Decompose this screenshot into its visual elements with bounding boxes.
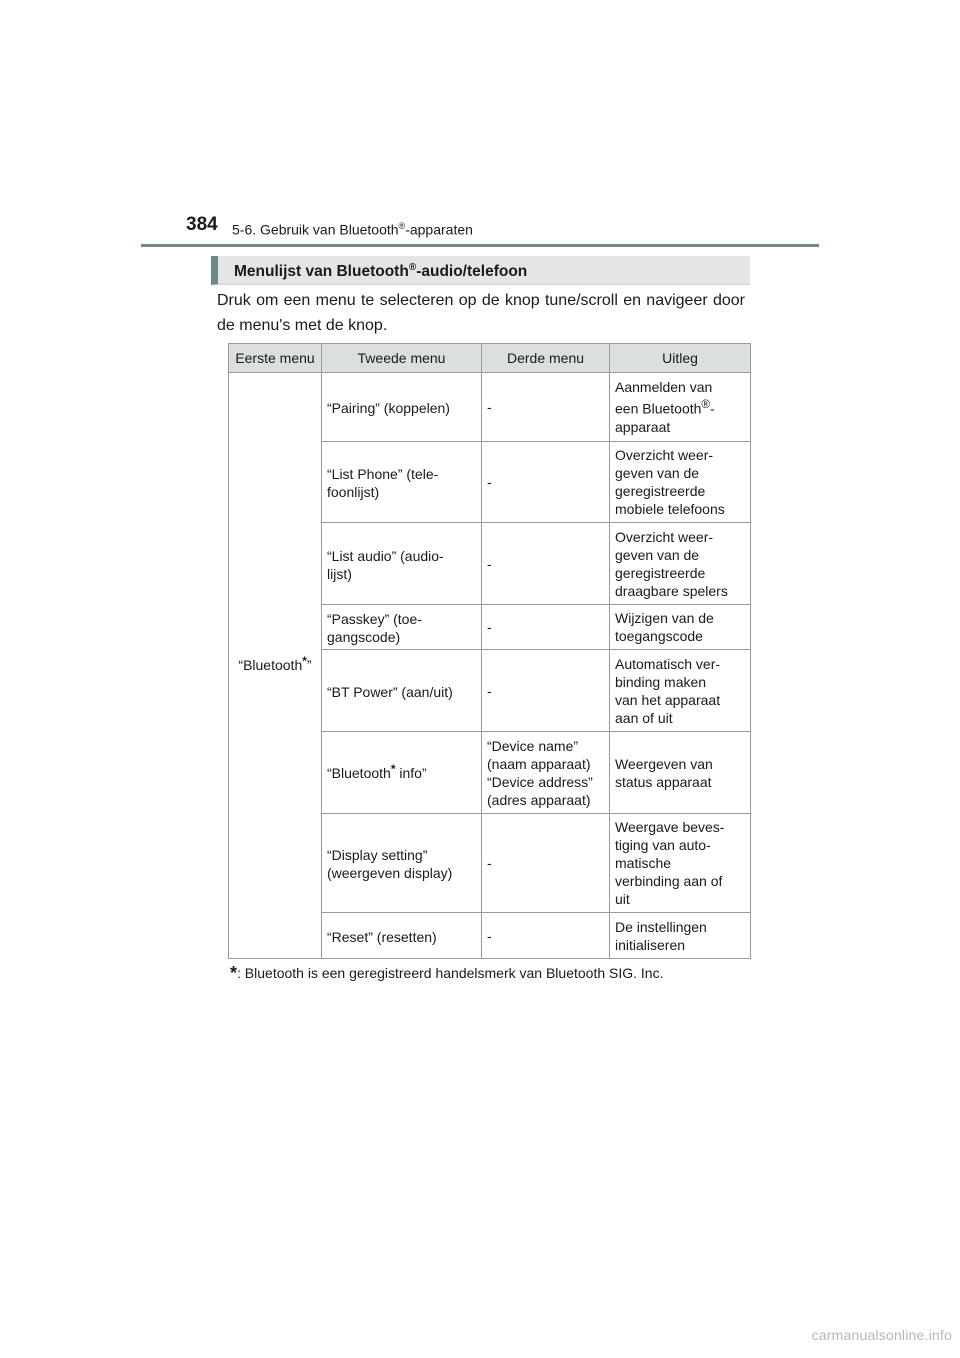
third-menu-text: - (487, 474, 492, 490)
registered-mark: ® (398, 221, 406, 231)
third-menu-cell (482, 913, 610, 959)
explanation-prefix: Aanmelden van een Bluetooth (615, 379, 713, 417)
explanation-text: Overzicht weer- geven van de geregistreerde draagbare spelers (615, 528, 728, 599)
section-heading-text (234, 262, 527, 281)
second-menu-cell (322, 913, 482, 959)
column-header: Eerste menu (229, 344, 322, 373)
column-header: Tweede menu (322, 344, 482, 373)
menu-table (228, 343, 751, 959)
section-label-prefix: 5-6. Gebruik van Bluetooth (232, 221, 399, 238)
table-header-row (229, 344, 751, 373)
asterisk-mark: * (302, 654, 307, 668)
explanation-text (615, 378, 745, 436)
heading-prefix: Menulijst van Bluetooth (234, 263, 409, 281)
section-label-suffix: -apparaten (405, 221, 473, 238)
explanation-text: Wijzigen van de toegangscode (615, 610, 714, 644)
third-menu-cell (482, 442, 610, 523)
explanation-cell (610, 814, 751, 913)
explanation-registered-mark: ® (701, 398, 710, 412)
explanation-text: Overzicht weer- geven van de geregistreerde mobiele telefoons (615, 447, 725, 517)
asterisk-mark: * (390, 762, 396, 776)
second-menu-prefix: “Bluetooth (327, 765, 391, 781)
explanation-cell (610, 913, 751, 959)
table-row (229, 373, 751, 442)
third-menu-text: - (487, 855, 492, 871)
second-menu-cell (322, 442, 482, 523)
second-menu-cell (322, 373, 482, 442)
footnote (230, 962, 663, 983)
third-menu-text: “Device name” (naam apparaat) “Device address” (adres apparaat) (487, 737, 593, 808)
second-menu-cell (322, 605, 482, 650)
third-menu-cell (482, 650, 610, 732)
intro-paragraph: Druk om een menu te selecteren op de knop tune/scroll en navigeer door de menu's met de knop. (217, 292, 745, 334)
explanation-text: Weergeven van status apparaat (615, 755, 713, 790)
second-menu-cell (322, 732, 482, 814)
second-menu-text: “List audio” (audio- lijst) (327, 547, 444, 582)
section-label (232, 221, 473, 238)
third-menu-cell (482, 814, 610, 913)
explanation-text: Automatisch ver- binding maken van het apparaat aan of uit (615, 655, 721, 726)
explanation-suffix: - apparaat (615, 400, 715, 435)
explanation-text: De instellingen initialiseren (615, 918, 707, 953)
explanation-text: Weergave beves- tiging van auto- matische verbinding aan of uit (615, 819, 725, 907)
column-header: Derde menu (482, 344, 610, 373)
second-menu-text: “Passkey” (toe- gangscode) (327, 611, 422, 645)
first-menu-prefix: “Bluetooth (238, 657, 303, 673)
header-rule (141, 244, 819, 247)
second-menu-text: “Pairing” (koppelen) (327, 400, 450, 416)
third-menu-text: - (487, 619, 492, 635)
third-menu-text: - (487, 555, 492, 572)
third-menu-text: - (487, 927, 492, 944)
second-menu-text: “Reset” (resetten) (327, 928, 437, 945)
explanation-cell (610, 732, 751, 814)
watermark: carmanualsonline.info (811, 1327, 952, 1343)
explanation-cell (610, 523, 751, 605)
heading-registered-mark: ® (408, 262, 417, 273)
second-menu-text: “List Phone” (tele- foonlijst) (327, 466, 439, 500)
third-menu-cell (482, 373, 610, 442)
second-menu-cell (322, 523, 482, 605)
page-number: 384 (186, 214, 218, 235)
explanation-cell (610, 442, 751, 523)
heading-suffix: -audio/telefoon (416, 263, 528, 281)
first-menu-cell (229, 373, 322, 959)
second-menu-cell (322, 814, 482, 913)
third-menu-cell (482, 732, 610, 814)
section-heading (211, 256, 750, 285)
footnote-asterisk: * (230, 963, 238, 983)
second-menu-suffix: info” (395, 765, 427, 781)
column-header: Uitleg (610, 344, 751, 373)
second-menu-text: “BT Power” (aan/uit) (327, 683, 453, 700)
footnote-text: : Bluetooth is een geregistreerd handelsmerk van Bluetooth SIG. Inc. (237, 965, 664, 981)
third-menu-text: - (487, 399, 492, 415)
explanation-cell (610, 373, 751, 442)
third-menu-text: - (487, 682, 492, 699)
first-menu-suffix: ” (306, 657, 312, 673)
explanation-cell (610, 605, 751, 650)
third-menu-cell (482, 605, 610, 650)
second-menu-cell (322, 650, 482, 732)
second-menu-text: “Display setting” (weergeven display) (327, 847, 453, 881)
explanation-cell (610, 650, 751, 732)
third-menu-cell (482, 523, 610, 605)
